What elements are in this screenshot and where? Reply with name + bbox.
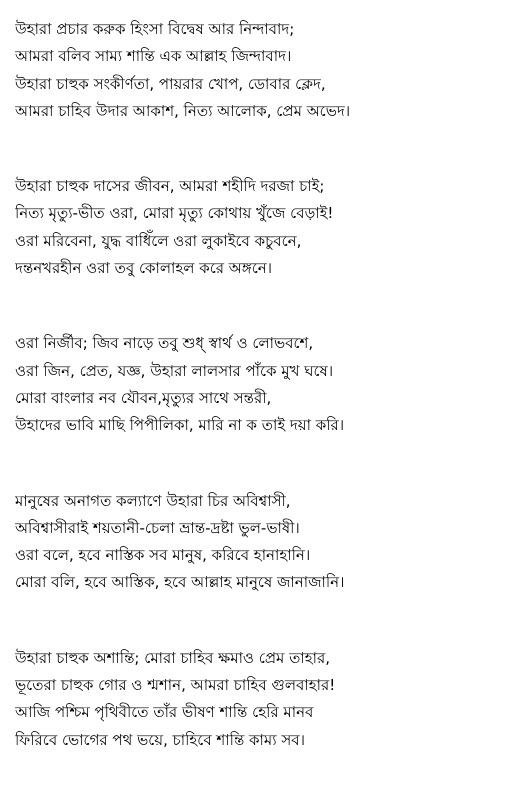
poem-line: আমরা বলিব সাম্য শান্তি এক আল্লাহ জিন্দাবাদ। (15, 47, 292, 66)
poem-line: অবিশ্বাসীরাই শয়তানী-চেলা ভ্রান্ত-দ্রষ্টা ভুল-ভাষী। (15, 518, 300, 537)
poem-line: মোরা বাংলার নব যৌবন,মৃত্যুর সাথে সন্তরী, (15, 388, 272, 407)
poem-line: মানুষের অনাগত কল্যাণে উহারা চির অবিশ্বাসী, (15, 491, 291, 510)
poem-line: ভূতেরা চাহুক গোর ও শ্মশান, আমরা চাহিব গুলবাহার! (15, 676, 336, 695)
poem-line: মোরা বলি, হবে আস্তিক, হবে আল্লাহ মানুষে জানাজানি। (15, 573, 345, 592)
poem-line: ওরা নির্জীব; জিব নাড়ে তবু শুধ্ স্বার্থ ও লোভবশে, (15, 334, 314, 353)
stanza-1 (15, 16, 505, 125)
poem-line: উহাদের ভাবি মাছি পিপীলিকা, মারি না ক তাই দয়া করি। (15, 416, 345, 435)
stanza-4 (15, 488, 505, 597)
poem-line: উহারা চাহুক অশান্তি; মোরা চাহিব ক্ষমাও প্রেম তাহার, (15, 648, 330, 667)
stanza-3 (15, 330, 505, 439)
poem-line: ওরা মরিবেনা, যুদ্ধ বাধিঁলে ওরা লুকাইবে কচুবনে, (15, 231, 302, 250)
poem-line: উহারা চাহুক সংকীর্ণতা, পায়রার খোপ, ডোবার ক্লেদ, (15, 74, 326, 93)
poem-line: ওরা জিন, প্রেত, যজ্ঞ, উহারা লালসার পাঁকে মুখ ঘষে। (15, 361, 334, 380)
poem-line: উহারা চাহুক দাসের জীবন, আমরা শহীদি দরজা চাই; (15, 177, 325, 196)
poem-line: আজি পশ্চিম পৃথিবীতে তাঁর ভীষণ শান্তি হেরি মানব (15, 703, 314, 722)
stanza-5 (15, 645, 505, 754)
poem-line: ওরা বলে, হবে নাস্তিক সব মানুষ, করিবে হানাহানি। (15, 546, 311, 565)
poem-line: ফিরিবে ভোগের পথ ভয়ে, চাহিবে শান্তি কাম্য সব। (15, 730, 305, 749)
poem-line: দন্তনখরহীন ওরা তবু কোলাহল করে অঙ্গনে। (15, 259, 273, 278)
poem-line: উহারা প্রচার করুক হিংসা বিদ্বেষ আর নিন্দাবাদ; (15, 20, 295, 38)
poem-text (15, 16, 505, 802)
stanza-2 (15, 173, 505, 282)
poem-line: আমরা চাহিব উদার আকাশ, নিত্য আলোক, প্রেম অভেদ। (15, 101, 351, 120)
poem-line: নিত্য মৃত্যু-ভীত ওরা, মোরা মৃত্যু কোথায় খুঁজে বেড়াই! (15, 204, 334, 223)
